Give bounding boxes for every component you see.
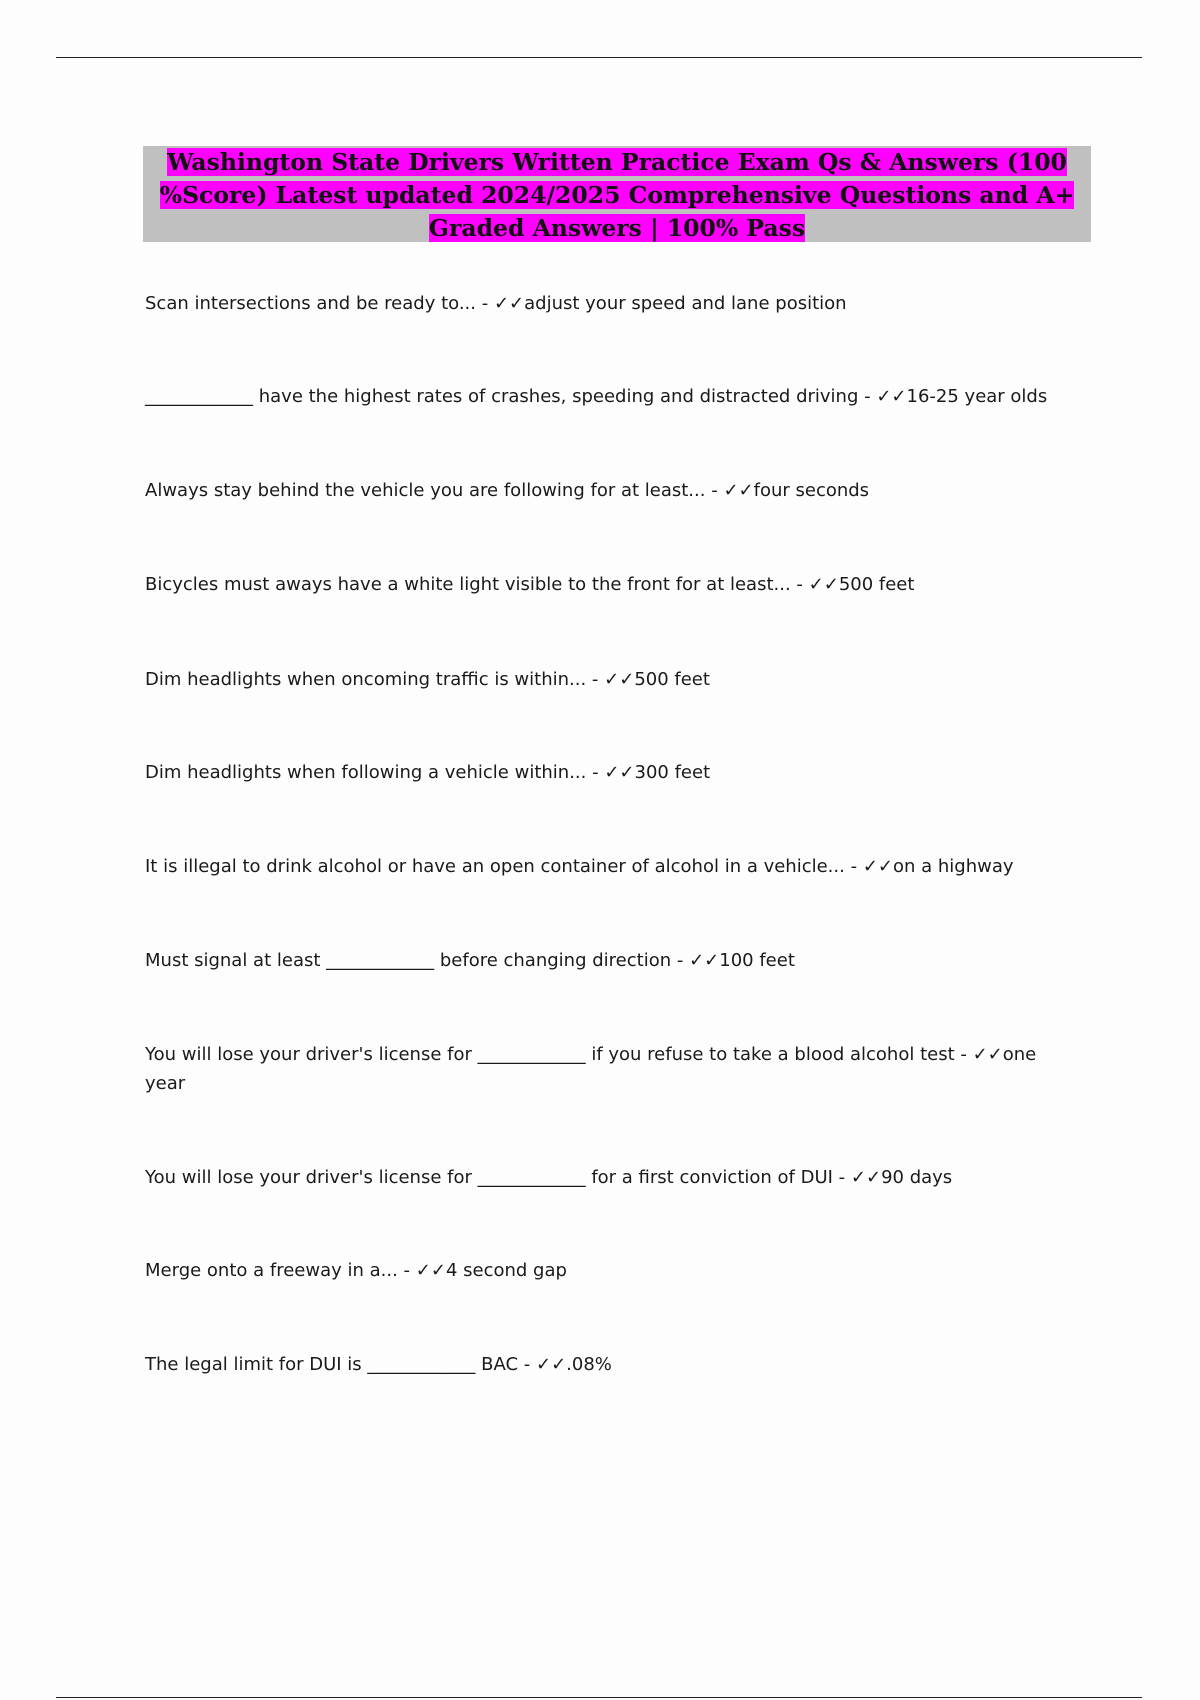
double-check-icon: ✓✓ — [604, 762, 635, 783]
question-text: You will lose your driver's license for ____________ for a first conviction of DUI — [145, 1167, 833, 1188]
question-text: Bicycles must aways have a white light visible to the front for at least... — [145, 574, 791, 595]
qa-item-4 — [145, 570, 1065, 599]
question-text: You will lose your driver's license for ____________ if you refuse to take a blood alcohol test — [145, 1044, 955, 1065]
separator: - — [518, 1354, 536, 1375]
separator: - — [832, 1167, 851, 1188]
double-check-icon: ✓✓ — [604, 669, 635, 690]
separator: - — [844, 856, 863, 877]
double-check-icon: ✓✓ — [415, 1260, 446, 1281]
double-check-icon: ✓✓ — [862, 856, 893, 877]
qa-item-5 — [145, 665, 1065, 694]
answer-text: 100 feet — [719, 950, 795, 971]
double-check-icon: ✓✓ — [536, 1354, 567, 1375]
answer-text: 90 days — [881, 1167, 953, 1188]
double-check-icon: ✓✓ — [493, 293, 525, 314]
double-check-icon: ✓✓ — [723, 480, 754, 501]
separator: - — [586, 762, 605, 783]
qa-item-8 — [145, 946, 1065, 975]
separator: - — [671, 950, 690, 971]
separator: - — [858, 386, 877, 407]
separator: - — [790, 574, 809, 595]
separator: - — [476, 293, 494, 314]
bottom-rule — [56, 1697, 1142, 1698]
separator: - — [586, 669, 605, 690]
answer-text: one year — [145, 1044, 1037, 1094]
answer-text: four seconds — [753, 480, 870, 501]
qa-item-3 — [145, 476, 1065, 505]
answer-text: 500 feet — [634, 669, 710, 690]
qa-item-2 — [145, 382, 1065, 411]
answer-text: 16-25 year olds — [906, 386, 1048, 407]
qa-item-12 — [145, 1350, 1065, 1379]
answer-text: 4 second gap — [445, 1260, 567, 1281]
separator: - — [397, 1260, 416, 1281]
question-text: It is illegal to drink alcohol or have an open container of alcohol in a vehicle... — [145, 856, 845, 877]
double-check-icon: ✓✓ — [876, 386, 907, 407]
qa-item-9 — [145, 1040, 1065, 1098]
question-text: ____________ have the highest rates of crashes, speeding and distracted driving — [145, 386, 859, 407]
answer-text: on a highway — [892, 856, 1014, 877]
question-text: Dim headlights when following a vehicle within... — [145, 762, 587, 783]
question-text: Scan intersections and be ready to... — [145, 293, 476, 314]
qa-item-11 — [145, 1256, 1065, 1285]
qa-item-1 — [145, 289, 1065, 318]
double-check-icon: ✓✓ — [972, 1044, 1003, 1065]
separator: - — [954, 1044, 973, 1065]
answer-text: 300 feet — [634, 762, 711, 783]
document-title: Washington State Drivers Written Practice Exam Qs & Answers (100 %Score) Latest updated 2024/2025 Comprehensive Questions and A+ Graded Answers | 100% Pass — [159, 148, 1075, 242]
separator: - — [705, 480, 724, 501]
double-check-icon: ✓✓ — [689, 950, 720, 971]
answer-text: adjust your speed and lane position — [524, 293, 847, 314]
question-text: Merge onto a freeway in a... — [145, 1260, 398, 1281]
document-title-block — [143, 146, 1091, 242]
question-text: The legal limit for DUI is ____________ BAC — [145, 1354, 519, 1375]
question-text: Dim headlights when oncoming traffic is within... — [145, 669, 587, 690]
double-check-icon: ✓✓ — [808, 574, 839, 595]
qa-item-6 — [145, 758, 1065, 787]
qa-item-10 — [145, 1163, 1065, 1192]
answer-text: .08% — [566, 1354, 612, 1375]
top-rule — [56, 57, 1142, 58]
double-check-icon: ✓✓ — [850, 1167, 882, 1188]
answer-text: 500 feet — [838, 574, 915, 595]
question-text: Must signal at least ____________ before changing direction — [145, 950, 672, 971]
question-text: Always stay behind the vehicle you are following for at least... — [145, 480, 706, 501]
qa-item-7 — [145, 852, 1065, 881]
